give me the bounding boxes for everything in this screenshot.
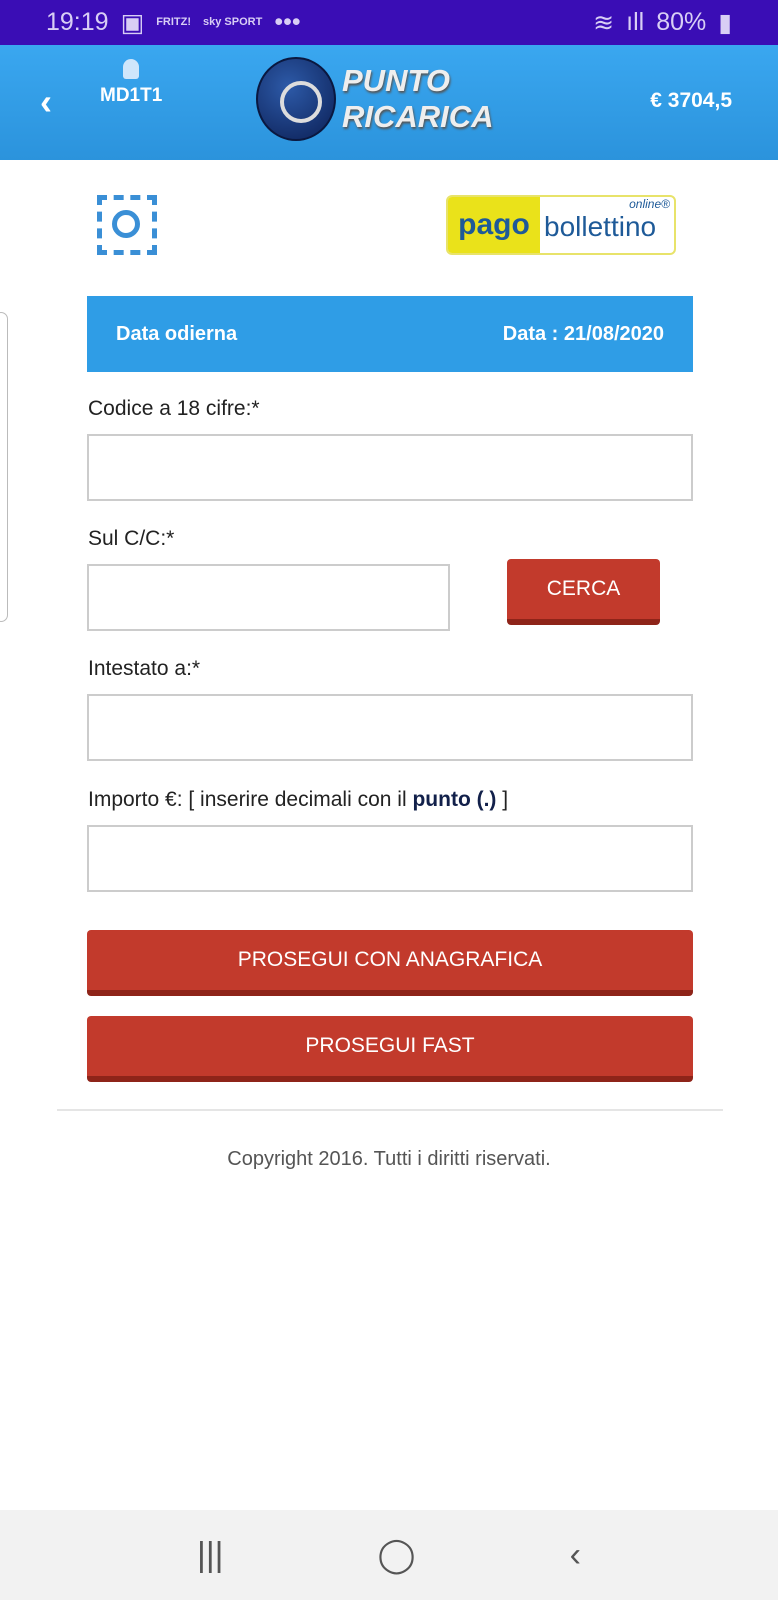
- date-band: [87, 296, 693, 372]
- copyright: Copyright 2016. Tutti i diritti riservati.: [227, 1148, 551, 1170]
- logo-bollettino: bollettino: [544, 211, 657, 242]
- logo-pago: pago: [448, 197, 540, 253]
- date-value: Data : 21/08/2020: [502, 322, 664, 345]
- intestato-input[interactable]: [87, 694, 693, 761]
- wifi-icon: ≋: [593, 8, 615, 37]
- wifi-network-icon: FRITZ!: [156, 16, 192, 28]
- sky-sport-icon: sky SPORT: [203, 16, 263, 28]
- back-chevron-icon[interactable]: ‹: [40, 81, 52, 122]
- logo-line1: PUNTO: [342, 63, 450, 98]
- divider: [57, 1109, 723, 1111]
- codice-input[interactable]: [87, 434, 693, 501]
- user-account[interactable]: [100, 59, 162, 107]
- user-icon: [123, 59, 139, 79]
- globe-icon: [256, 57, 336, 141]
- cc-label: Sul C/C:*: [88, 527, 175, 550]
- battery-icon: ▮: [718, 8, 732, 37]
- signal-icon: ıll: [626, 8, 645, 36]
- back-icon[interactable]: ‹: [569, 1535, 581, 1574]
- qr-scan-icon[interactable]: [97, 195, 157, 255]
- importo-label-text: Importo €: [ inserire decimali con il: [88, 788, 413, 811]
- clock: 19:19: [46, 8, 109, 36]
- intestato-label: Intestato a:*: [88, 657, 201, 680]
- date-label: Data odierna: [116, 322, 238, 345]
- importo-input[interactable]: [87, 825, 693, 892]
- logo-online: online®: [629, 197, 670, 211]
- prosegui-anagrafica-button[interactable]: PROSEGUI CON ANAGRAFICA: [87, 930, 693, 996]
- pago-bollettino-logo: [446, 195, 676, 255]
- home-icon[interactable]: ◯: [377, 1536, 416, 1574]
- battery-level: 80%: [656, 8, 707, 36]
- username: MD1T1: [100, 85, 163, 106]
- importo-label-bold: punto (.): [412, 788, 497, 811]
- gallery-icon: ▣: [120, 8, 145, 37]
- cc-input[interactable]: [87, 564, 450, 631]
- logo-line2: RICARICA: [342, 99, 494, 134]
- system-nav-bar: [0, 1510, 778, 1600]
- more-icon: •••: [274, 8, 301, 36]
- cerca-button[interactable]: CERCA: [507, 559, 660, 625]
- side-panel-handle[interactable]: [0, 312, 8, 622]
- importo-label: [88, 788, 508, 812]
- prosegui-fast-button[interactable]: PROSEGUI FAST: [87, 1016, 693, 1082]
- recents-icon[interactable]: |||: [197, 1535, 224, 1574]
- punto-ricarica-logo: [256, 57, 494, 141]
- importo-label-end: ]: [496, 788, 509, 811]
- balance: € 3704,5: [650, 89, 732, 112]
- codice-label: Codice a 18 cifre:*: [88, 397, 260, 420]
- status-bar: [0, 0, 778, 45]
- app-header: [0, 45, 778, 160]
